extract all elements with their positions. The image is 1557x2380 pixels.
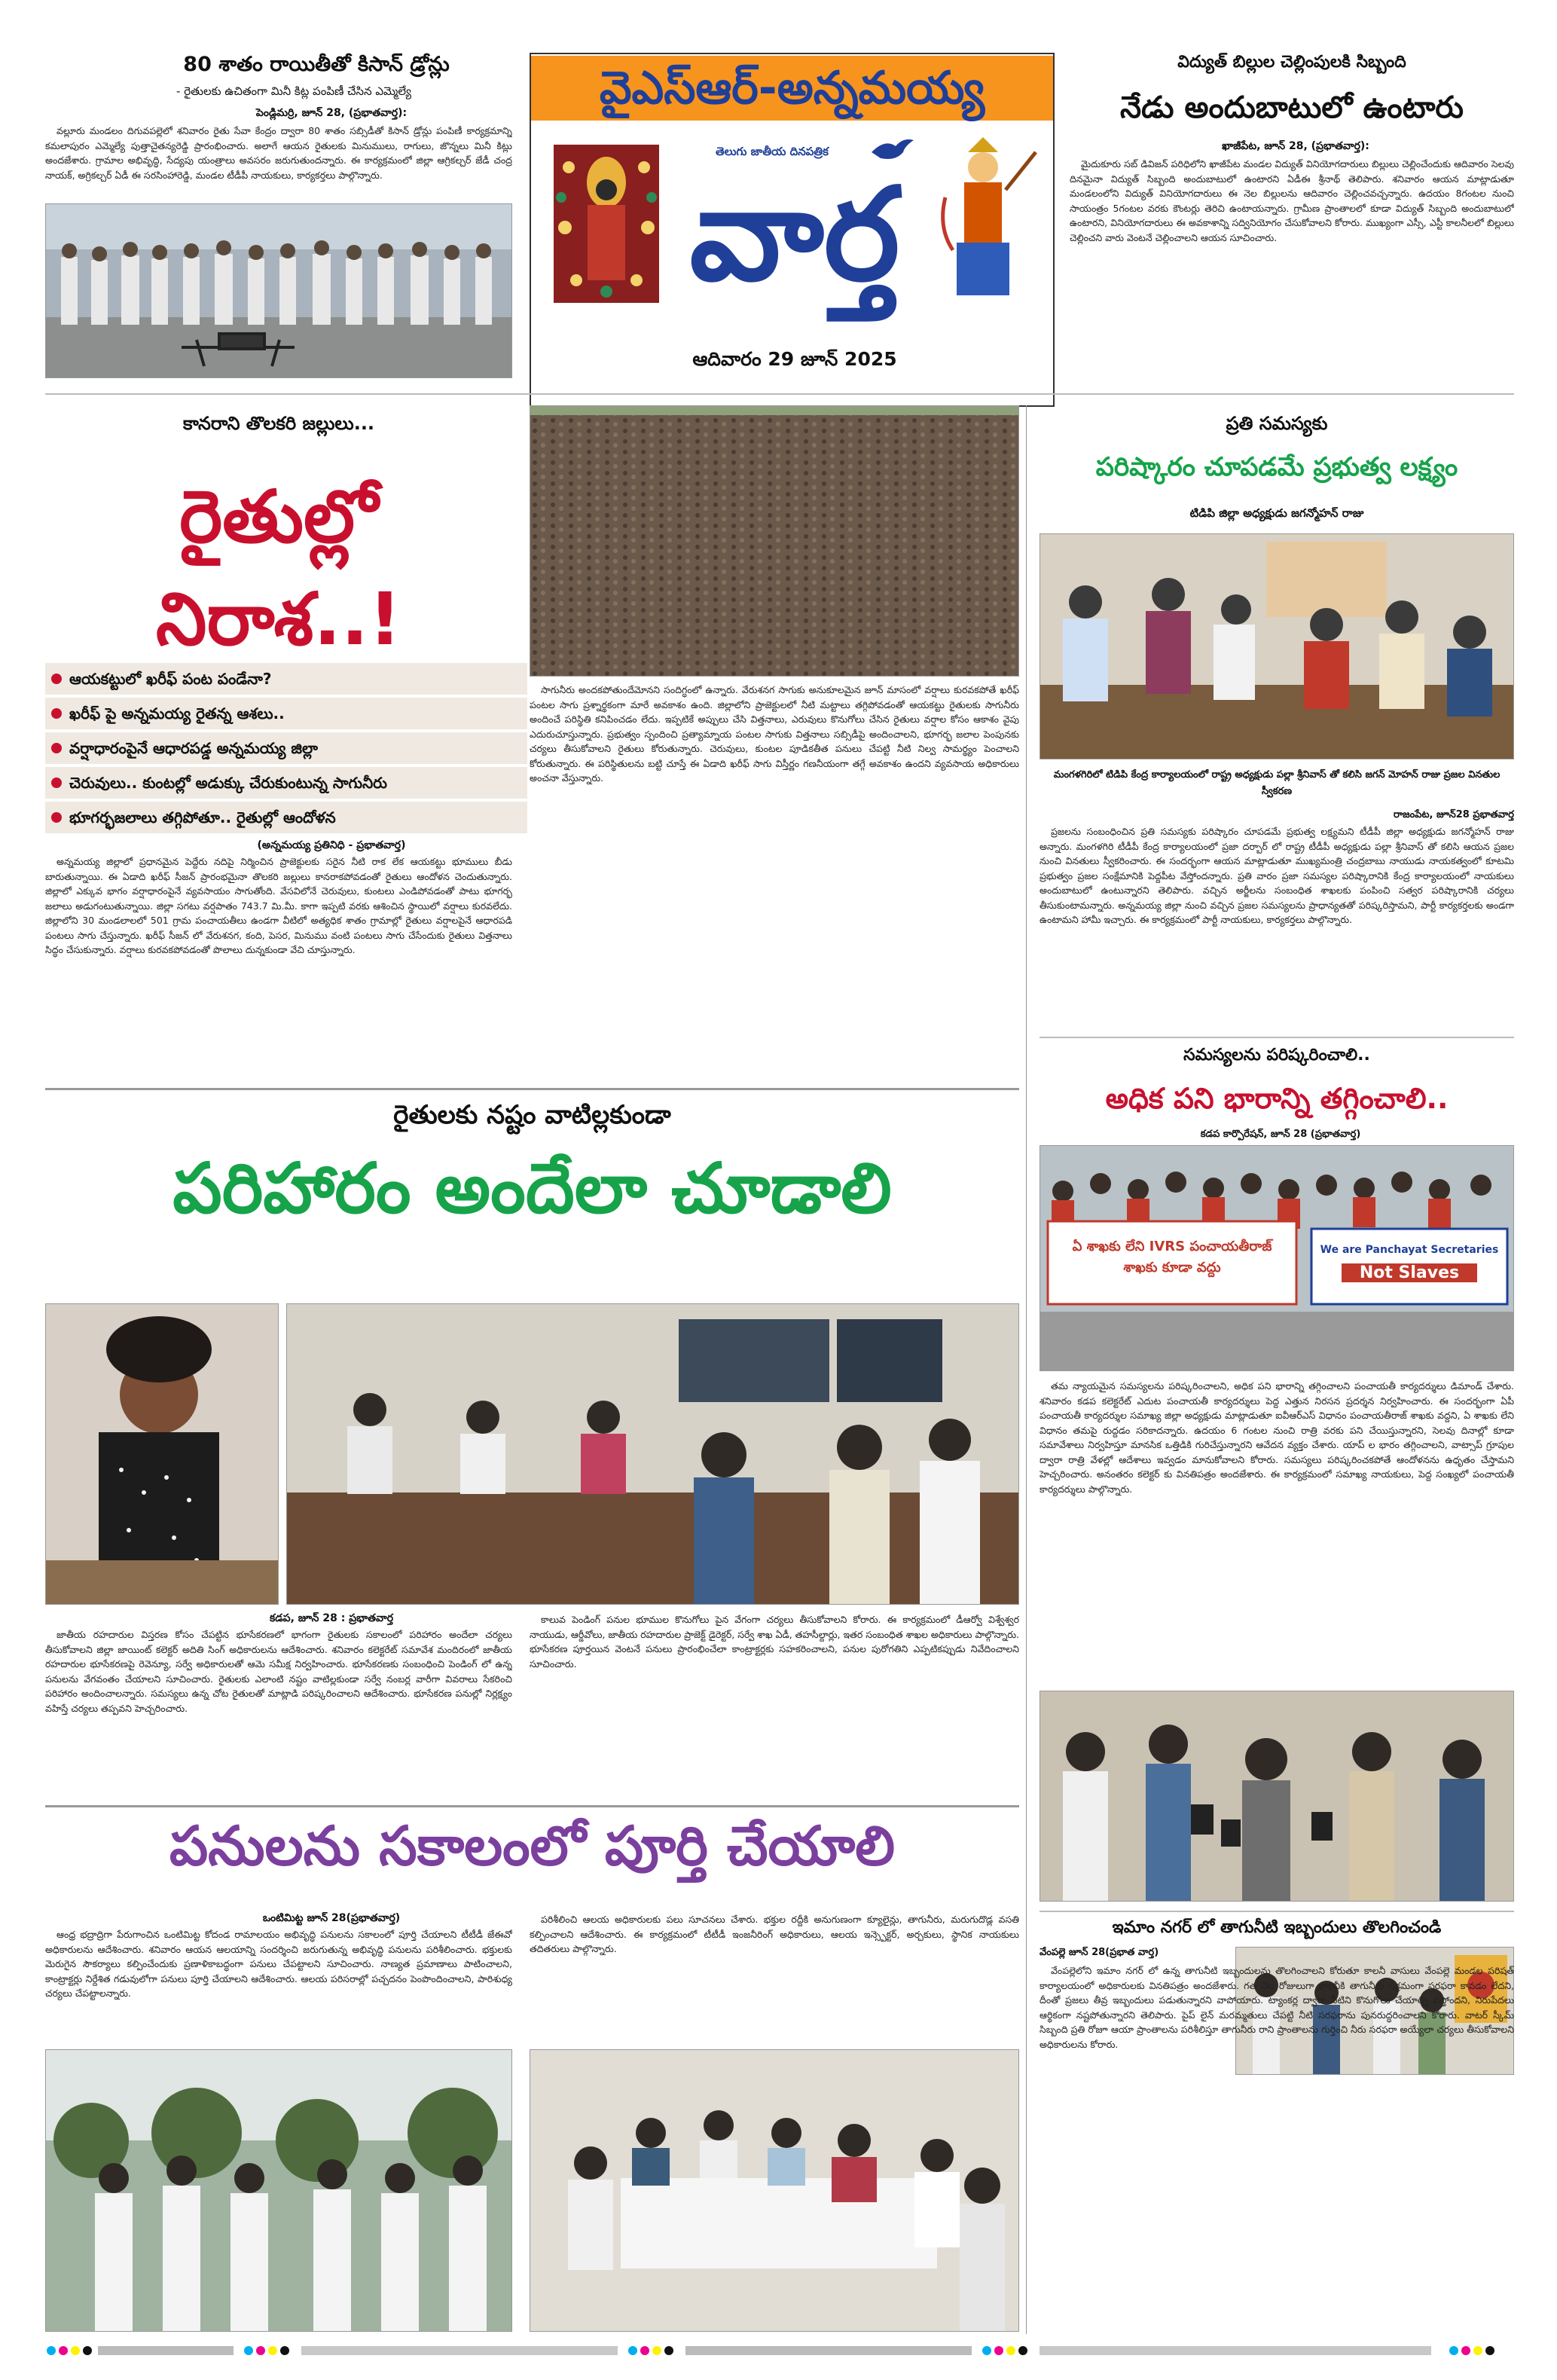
- meeting-photo: [286, 1303, 1019, 1605]
- grievance-dateline: రాజంపేట, జూన్28 ప్రభాతవార్త: [1393, 809, 1514, 820]
- farmers-dateline: (అన్నమయ్య ప్రతినిధి - ప్రభాతవార్త): [257, 839, 406, 851]
- farm-field-photo: [530, 405, 1019, 677]
- water-headline: ఇమాం నగర్ లో తాగునీటి ఇబ్బందులు తొలగించండి: [1112, 1918, 1442, 1937]
- divider: [1040, 1037, 1514, 1038]
- grievance-headline: పరిష్కారం చూపడమే ప్రభుత్వ లక్ష్యం: [1095, 452, 1458, 482]
- protest-banner-right-2: Not Slaves: [1342, 1263, 1477, 1282]
- protest-banner-left: ఏ శాఖకు లేని IVRS పంచాయతీరాజ్ శాఖకు కూడా వద్దు: [1072, 1239, 1272, 1276]
- divider: [45, 393, 1514, 395]
- compensation-body-left: జాతీయ రహదారుల విస్తరణ కోసం చేపట్టిన భూసేకరణలో భాగంగా రైతులకు సకాలంలో పరిహారం అందేలా చర్యలు తీసుకోవాలని జిల్లా జాయింట్ కలెక్టర్ అదితి సింగ్ అధికారులను ఆదేశించారు. శనివారం కలెక్టరేట్ సమావేశ మందిరంలో జాతీయ రహదారుల భూసేకరణపై రెవెన్యూ, సర్వే అధికారులతో ఆమె సమీక్ష నిర్వహించారు. భూసేకరణకు సంబంధించి పెండింగ్ లో ఉన్న పనులను వేగవంతం చేయాలని సూచించారు. రైతులకు ఎలాంటి నష్టం వాటిల్లకుండా సర్వే నంబర్ల వారీగా వివరాలు సేకరించి పరిహారం అందించాలన్నారు. సమస్యలు ఉన్న చోట రైతులతో మాట్లాడి పరిష్కరించాలని ఆదేశించారు. భూసేకరణ పనుల్లో నిర్లక్ష్యం వహిస్తే చర్యలు తప్పవని హెచ్చరించారు.: [45, 1629, 512, 1714]
- compensation-kicker: రైతులకు నష్టం వాటిల్లకుండా: [393, 1100, 671, 1130]
- grievance-body: ప్రజలను సంబంధించిన ప్రతి సమస్యకు పరిష్కారం చూపడమే ప్రభుత్వ లక్ష్యమని టీడీపీ జిల్లా అధ్యక్షుడు జగన్మోహన్ రాజు అన్నారు. మంగళగిరి టీడీపీ కేంద్ర కార్యాలయంలో ప్రజా దర్బార్ లో రాష్ట్ర టీడీపీ అధ్యక్షుడు పల్లా శ్రీనివాస్ తో కలిసి ఆయన ప్రజల నుంచి వినతులు స్వీకరించారు. ఈ సందర్భంగా ఆయన మాట్లాడుతూ ముఖ్యమంత్రి చంద్రబాబు నాయుడు నాయకత్వంలో కూటమి ప్రభుత్వం ప్రజల సంక్షేమానికి పెద్దపీట వేస్తోందన్నారు. ప్రతి వారం ప్రజా సమస్యల పరిష్కారానికి కేంద్ర కార్యాలయంలో నాయకులు అందుబాటులో ఉంటున్నారని తెలిపారు. వచ్చిన అర్జీలను సంబంధిత శాఖలకు పంపించి సత్వర పరిష్కారానికి చర్యలు తీసుకుంటామన్నారు. అన్నమయ్య జిల్లా నుంచి వచ్చిన ప్రజల సమస్యలను ప్రాధాన్యతతో పరిష్కరిస్తామని, పార్టీ కార్యకర్తలకు అండగా ఉంటామని హామీ ఇచ్చారు. ఈ కార్యక్రమంలో పార్టీ నాయకులు, కార్యకర్తలు పాల్గొన్నారు.: [1040, 826, 1514, 925]
- works-body-left: ఆంధ్ర భద్రాద్రిగా పేరుగాంచిన ఒంటిమిట్ట కోదండ రామాలయం అభివృద్ధి పనులను సకాలంలో పూర్తి చేయాలని టీటీడీ జేఈవో అధికారులను ఆదేశించారు. శనివారం ఆయన ఆలయాన్ని సందర్శించి జరుగుతున్న అభివృద్ధి పనులను పరిశీలించారు. భక్తులకు మెరుగైన సౌకర్యాలు కల్పించేందుకు ప్రణాళికాబద్ధంగా పనులు చేపట్టాలని సూచించారు. నాణ్యత ప్రమాణాలు పాటించాలని, కాంట్రాక్టర్లు నిర్దేశిత గడువులోగా పనులు పూర్తి చేయాలని ఆదేశించారు. ఆలయ పరిసరాల్లో పచ్చదనం పెంపొందించాలని, పారిశుధ్య చర్యలు చేపట్టాలన్నారు.: [45, 1929, 512, 1999]
- masthead-date: ఆదివారం 29 జూన్ 2025: [692, 348, 897, 370]
- collector-photo: [45, 1303, 279, 1605]
- deity-left-icon: [546, 137, 667, 310]
- water-dateline: వేంపల్లె జూన్ 28(ప్రభాత వార్త): [1040, 1947, 1159, 1958]
- workload-kicker: సమస్యలను పరిష్కరించాలి..: [1183, 1046, 1370, 1065]
- electricity-kicker: విద్యుత్ బిల్లుల చెల్లింపులకి సిబ్బంది: [1177, 53, 1406, 72]
- farmers-headline: రైతుల్లో నిరాశ..!: [156, 475, 401, 661]
- bullet-dot-icon: [51, 743, 62, 753]
- works-dateline: ఒంటిమిట్ట జూన్ 28(ప్రభాతవార్త): [262, 1912, 401, 1924]
- works-body-right: పరిశీలించి ఆలయ అధికారులకు పలు సూచనలు చేశారు. భక్తుల రద్దీకి అనుగుణంగా క్యూలైన్లు, తాగునీరు, మరుగుదొడ్ల వసతి కల్పించాలని ఆదేశించారు. ఈ కార్యక్రమంలో టీటీడీ ఇంజనీరింగ్ అధికారులు, ఆలయ ఇన్స్పెక్టర్, అర్చకులు, స్థానిక నాయకులు తదితరులు పాల్గొన్నారు.: [530, 1914, 1019, 1954]
- drones-headline: 80 శాతం రాయితీతో కిసాన్ డ్రోన్లు: [183, 53, 450, 76]
- divider: [1026, 405, 1027, 2334]
- review-meeting-photo: [530, 2049, 1019, 2332]
- divider: [45, 1805, 1019, 1807]
- grievance-photo: [1040, 533, 1514, 759]
- workload-headline: అధిక పని భారాన్ని తగ్గించాలి..: [1105, 1082, 1449, 1115]
- grievance-subhead: టిడిపి జిల్లా అధ్యక్షుడు జగన్మోహన్ రాజు: [1189, 506, 1364, 520]
- bullet-dot-icon: [51, 674, 62, 684]
- works-headline: పనులను సకాలంలో పూర్తి చేయాలి: [169, 1814, 896, 1877]
- deity-right-icon: [923, 137, 1043, 310]
- farmers-body-right: సాగునీరు అందకపోతుందేమోనని సందిగ్ధంలో ఉన్నారు. వేరుశనగ సాగుకు అనుకూలమైన జూన్ మాసంలో వర్షాలు కురవకపోతే ఖరీఫ్ పంటల సాగు ప్రశ్నార్థకంగా మారే అవకాశం ఉంది. జిల్లాలోని ప్రాజెక్టులలో నీటి మట్టాలు తగ్గిపోవడంతో ఆయకట్టు రైతులకు సాగునీరు అందించే పరిస్థితి కనిపించడం లేదు. ఇప్పటికే అప్పులు చేసి విత్తనాలు, ఎరువులు కొనుగోలు చేసిన రైతులు వర్షాల కోసం ఆకాశం వైపు ఎదురుచూస్తున్నారు. ప్రభుత్వం స్పందించి ప్రత్యామ్నాయ పంటల సాగుకు విత్తనాలు సబ్సిడీపై అందించాలని, భూగర్భ జలాల పెంపునకు చర్యలు తీసుకోవాలని రైతులు కోరుతున్నారు. చెరువులు, కుంటల పూడికతీత పనులు చేపట్టి నీటి నిల్వ సామర్థ్యం పెంచాలని కోరుతున్నారు. ఈ పరిస్థితులను బట్టి చూస్తే ఈ ఏడాది ఖరీఫ్ సాగు విస్తీర్ణం గణనీయంగా తగ్గే అవకాశం ఉందని వ్యవసాయ అధికారులు అంచనా వేస్తున్నారు.: [530, 684, 1019, 784]
- protest-photo: [1040, 1145, 1514, 1371]
- farmers-bullet: చెరువులు.. కుంటల్లో అడుక్కు చేరుకుంటున్న సాగునీరు: [45, 767, 527, 799]
- divider: [1040, 1911, 1514, 1912]
- masthead: [530, 53, 1055, 407]
- water-body: వేంపల్లెలోని ఇమాం నగర్ లో ఉన్న తాగునీటి ఇబ్బందులను తొలగించాలని కోరుతూ కాలనీ వాసులు వేంపల్లె మండల పరిషత్ కార్యాలయంలో అధికారులకు వినతిపత్రం అందజేశారు. గత నెల రోజులుగా కాలనీకి తాగునీరు సక్రమంగా సరఫరా కావడం లేదని, దీంతో ప్రజలు తీవ్ర ఇబ్బందులు పడుతున్నారని వాపోయారు. ట్యాంకర్ల ద్వారా నీటిని కొనుగోలు చేయాల్సి వస్తోందని, నిరుపేదలు ఆర్థికంగా నష్టపోతున్నారని తెలిపారు. పైప్ లైన్ మరమ్మతులు చేపట్టి నీటి సరఫరాను పునరుద్ధరించాలని కోరారు. వాటర్ స్కీమ్ సిబ్బంది ప్రతి రోజూ ఆయా ప్రాంతాలను పరిశీలిస్తూ తాగునీరు రాని ప్రాంతాలను గుర్తించి నీరు సరఫరా అయ్యేలా చర్యలు తీసుకోవాలని అధికారులను కోరారు.: [1040, 1965, 1514, 2050]
- bullet-dot-icon: [51, 812, 62, 823]
- farmers-bullet: ఆయకట్టులో ఖరీఫ్ పంట పండేనా?: [45, 663, 527, 695]
- print-color-bar: [45, 2345, 1514, 2357]
- protest-banner-right-1: We are Panchayat Secretaries: [1320, 1244, 1499, 1256]
- bullet-dot-icon: [51, 778, 62, 788]
- compensation-body-right: కాలువ పెండింగ్ పనుల భూముల కొనుగోలు పైన వేగంగా చర్యలు తీసుకోవాలని కోరారు. ఈ కార్యక్రమంలో డీఆర్వో విశ్వేశ్వర నాయుడు, ఆర్డీవోలు, జాతీయ రహదారుల ప్రాజెక్ట్ డైరెక్టర్, సర్వే శాఖ ఏడీ, తహసీల్దార్లు, ఇతర సంబంధిత శాఖల అధికారులు పాల్గొన్నారు. భూసేకరణ పూర్తయిన వెంటనే పనులు ప్రారంభించేలా కాంట్రాక్టర్లకు సహకరించాలని, పనుల పురోగతిని ఎప్పటికప్పుడు నివేదించాలని సూచించారు.: [530, 1614, 1019, 1670]
- drones-dateline: పెండ్లిమర్రి, జూన్ 28, (ప్రభాతవార్త):: [255, 107, 408, 119]
- workload-body: తమ న్యాయమైన సమస్యలను పరిష్కరించాలని, అధిక పని భారాన్ని తగ్గించాలని పంచాయతీ కార్యదర్శులు డిమాండ్ చేశారు. శనివారం కడప కలెక్టరేట్ ఎదుట పంచాయతీ కార్యదర్శులు పెద్ద ఎత్తున నిరసన ప్రదర్శన నిర్వహించారు. ఈ సందర్భంగా ఏపీ పంచాయతీ కార్యదర్శుల సమాఖ్య జిల్లా అధ్యక్షుడు మాట్లాడుతూ ఐవీఆర్ఎస్ విధానం పంచాయతీరాజ్ శాఖకు వద్దని, ఏ శాఖకు లేని విధానం తమపై రుద్దడం సరికాదన్నారు. ఉదయం 6 గంటల నుంచి రాత్రి వరకు పని చేయిస్తున్నారని, సెలవు దినాల్లో కూడా సమావేశాలు నిర్వహిస్తూ మానసిక ఒత్తిడికి గురిచేస్తున్నారని ఆవేదన వ్యక్తం చేశారు. యాప్ ల భారం తగ్గించాలని, వాట్సాప్ గ్రూపుల ద్వారా రాత్రి వేళల్లో ఆదేశాలు ఇవ్వడం మానుకోవాలని కోరారు. సమస్యలు పరిష్కరించకపోతే ఆందోళనను ఉధృతం చేస్తామని హెచ్చరించారు. అనంతరం కలెక్టర్ కు వినతిపత్రం అందజేశారు. ఈ కార్యక్రమంలో సమాఖ్య నాయకులు, పెద్ద సంఖ్యలో పంచాయతీ కార్యదర్శులు పాల్గొన్నారు.: [1040, 1380, 1514, 1495]
- electricity-body: మైదుకూరు సబ్ డివిజన్ పరిధిలోని ఖాజీపేట మండల విద్యుత్ వినియోగదారులు బిల్లులు చెల్లించేందుకు ఆదివారం సెలవు దినమైనా విద్యుత్ సిబ్బంది అందుబాటులో ఉంటారని ఏడీఈ శ్రీనాథ్ తెలిపారు. శనివారం ఆయన మాట్లాడుతూ మండలంలోని విద్యుత్ వినియోగదారులు ఈ నెల బిల్లులను ఆదివారం చెల్లించవచ్చన్నారు. ఉదయం 8గంటల నుంచి సాయంత్రం 5గంటల వరకు కౌంటర్లు తెరిచి ఉంటాయన్నారు. గ్రామీణ ప్రాంతాలలో కూడా విద్యుత్ సిబ్బంది అందుబాటులో ఉంటారని, వినియోగదారులు ఈ అవకాశాన్ని సద్వినియోగం చేసుకోవాలని కోరారు. ముఖ్యంగా ఎస్సీ, ఎస్టీ కాలనీలలో బిల్లులు చెల్లించని వారు వెంటనే చెల్లించాలని ఆయన సూచించారు.: [1070, 158, 1514, 243]
- farmers-bullet: వర్షాధారంపైనే ఆధారపడ్డ అన్నమయ్య జిల్లా: [45, 732, 527, 764]
- divider: [45, 1088, 1019, 1090]
- grievance-caption: మంగళగిరిలో టిడిపి కేంద్ర కార్యాలయంలో రాష్ట్ర అధ్యక్షుడు పల్లా శ్రీనివాస్ తో కలిసి జగన్ మోహన్ రాజు ప్రజల వినతుల స్వీకరణ: [1053, 769, 1501, 797]
- grievance-kicker: ప్రతి సమస్యకు: [1226, 413, 1328, 434]
- farmers-bullet: ఖరీఫ్ పై అన్నమయ్య రైతన్న ఆశలు..: [45, 698, 527, 729]
- electricity-headline: నేడు అందుబాటులో ఉంటారు: [1120, 90, 1464, 125]
- temple-inspection-photo: [45, 2049, 512, 2332]
- bullet-dot-icon: [51, 708, 62, 719]
- drones-body: వల్లూరు మండలం దిగువపల్లెలో శనివారం రైతు సేవా కేంద్రం ద్వారా 80 శాతం సబ్సిడీతో కిసాన్ డ్రోన్లు పంపిణీ కార్యక్రమాన్ని కమలాపురం ఎమ్మెల్యే పుత్తాచైతన్యరెడ్డి ప్రారంభించారు. అలాగే ఆయన రైతులకు మినుములు, రాగులు, జొన్నలు మినీ కిట్లు అందజేశారు. గ్రామాల అభివృద్ధి, సేద్యపు యంత్రాలు అవసరం జరుగుతుందన్నారు. ఈ కార్యక్రమంలో జిల్లా ఆగ్రికల్చర్ జేడీ చంద్ర నాయక్, అగ్రికల్చర్ ఏడీ ఈ సరసింహారెడ్డి, మండల టీడీపీ నాయకులు, కార్యకర్తలు పాల్గొన్నారు.: [45, 125, 512, 181]
- masthead-title-main: వార్త: [689, 160, 900, 310]
- electricity-dateline: ఖాజీపేట, జూన్ 28, (ప్రభాతవార్త):: [1222, 140, 1369, 152]
- compensation-dateline: కడప, జూన్ 28 : ప్రభాతవార్త: [269, 1612, 394, 1624]
- compensation-headline: పరిహారం అందేలా చూడాలి: [172, 1148, 892, 1229]
- farmers-bullet: భూగర్భజలాలు తగ్గిపోతూ.. రైతుల్లో ఆందోళన: [45, 802, 527, 833]
- drones-subhead: - రైతులకు ఉచితంగా మినీ కిట్ల పంపిణీ చేసిన ఎమ్మెల్యే: [176, 84, 411, 98]
- workload-dateline: కడప కార్పొరేషన్, జూన్ 28 (ప్రభాతవార్త): [1200, 1129, 1361, 1140]
- farmers-body-left: అన్నమయ్య జిల్లాలో ప్రధానమైన పెద్దేరు నదిపై నిర్మించిన ప్రాజెక్టులకు సరైన నీటి రాక లేక ఆయకట్టు భూములు బీడు బారుతున్నాయి. ఈ ఏడాది ఖరీఫ్ సీజన్ ప్రారంభమైనా తొలకరి జల్లులు కానరాకపోవడంతో రైతులు ఆందోళన చెందుతున్నారు. జిల్లాలో ఎక్కువ భాగం వర్షాధారంపైనే వ్యవసాయం సాగుతోంది. వేసవిలోనే చెరువులు, కుంటలు ఎండిపోవడంతో పాటు భూగర్భ జలాలు అడుగంటుతున్నాయి. జిల్లా సగటు వర్షపాతం 743.7 మి.మీ. కాగా ఇప్పటి వరకు ఆశించిన స్థాయిలో వర్షాలు కురవలేదు. జిల్లాలోని 30 మండలాలలో 501 గ్రామ పంచాయతీలు ఉండగా వీటిలో అత్యధిక శాతం గ్రామాల్లో రైతులు వర్షాలపైనే ఆధారపడి పంటలు సాగు చేస్తున్నారు. ఖరీఫ్ సీజన్ లో వేరుశనగ, కంది, పెసర, మినుము వంటి పంటలు సాగు చేసేందుకు రైతులు విత్తనాలు సిద్ధం చేసుకున్నారు. వర్షాలు కురవకపోవడంతో పొలాలు దున్నకుండా వేచి చూస్తున్నారు.: [45, 856, 512, 955]
- media-photo: [1040, 1691, 1514, 1902]
- farmers-kicker: కానరాని తొలకరి జల్లులు...: [182, 413, 375, 434]
- drones-photo: [45, 203, 512, 378]
- masthead-tagline: తెలుగు జాతీయ దినపత్రిక: [716, 145, 829, 158]
- masthead-title-top: వైఎస్ఆర్-అన్నమయ్య: [531, 56, 1053, 121]
